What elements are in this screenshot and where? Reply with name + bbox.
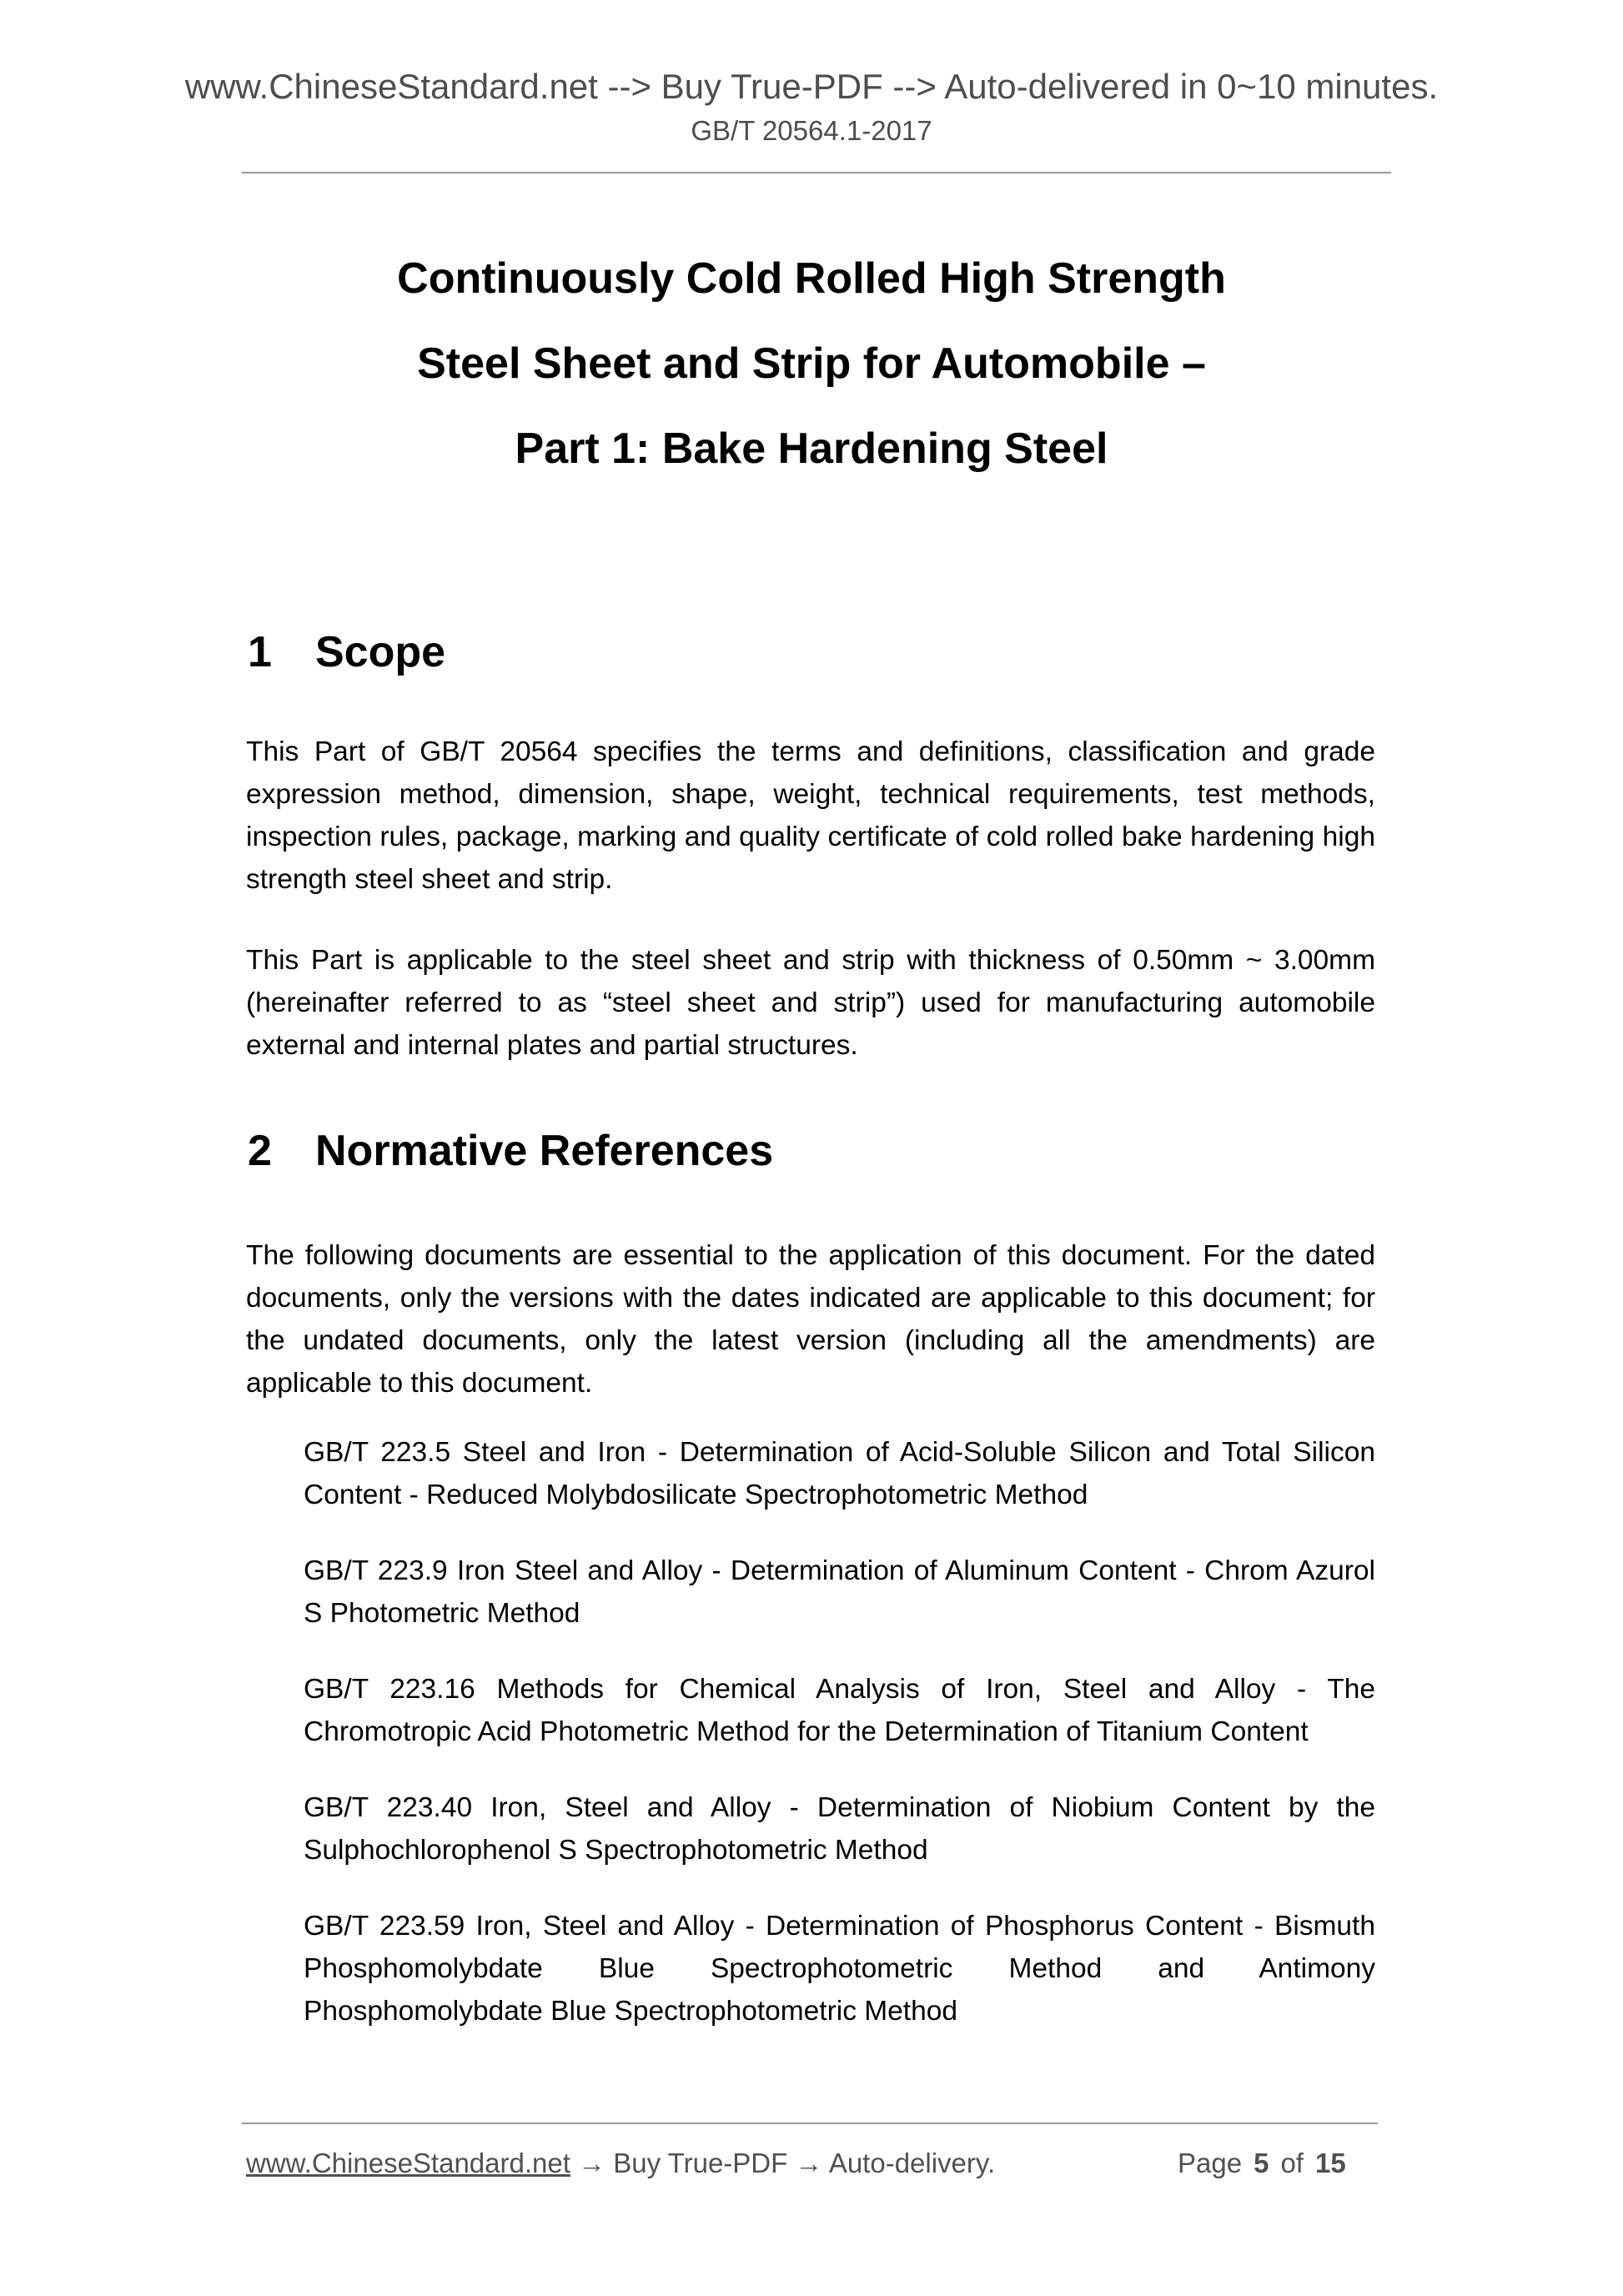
section-1-heading	[248, 627, 445, 677]
footer-promo	[246, 2147, 995, 2180]
page-of-label: of	[1280, 2148, 1304, 2178]
section-2-number: 2	[248, 1127, 272, 1175]
section-1-number: 1	[248, 628, 272, 676]
reference-item: GB/T 223.16 Methods for Chemical Analysis of Iron, Steel and Alloy - The Chromotropic Acid Photometric Method for the Determination of Titanium Content	[304, 1674, 1375, 1747]
header-standard-code: GB/T 20564.1-2017	[691, 115, 932, 146]
reference-item: GB/T 223.9 Iron Steel and Alloy - Determination of Aluminum Content - Chrom Azurol S Photometric Method	[304, 1555, 1375, 1629]
document-title	[0, 236, 1623, 491]
reference-item: GB/T 223.40 Iron, Steel and Alloy - Determination of Niobium Content by the Sulphochlorophenol S Spectrophotometric Method	[304, 1792, 1375, 1866]
footer-divider	[242, 2123, 1378, 2124]
title-line-2: Steel Sheet and Strip for Automobile –	[417, 339, 1206, 388]
page-indicator	[1178, 2147, 1346, 2180]
references-intro-paragraph: The following documents are essential to the application of this document. For the dated documents, only the versions with the dates indicated are applicable to this document; for the undated documents, only the latest version (including all the amendments) are applicable to this document.	[246, 1240, 1375, 1399]
header-promo-line: www.ChineseStandard.net --> Buy True-PDF --> Auto-delivered in 0~10 minutes.	[184, 67, 1439, 106]
scope-paragraph-2: This Part is applicable to the steel sheet and strip with thickness of 0.50mm ~ 3.00mm (hereinafter referred to as “steel sheet and strip”) used for manufacturing automobile external and internal plates and partial structures.	[246, 945, 1375, 1061]
footer-website-link[interactable]: www.ChineseStandard.net	[246, 2148, 570, 2178]
footer-promo-text: → Buy True-PDF → Auto-delivery.	[570, 2148, 996, 2178]
header-divider	[242, 172, 1391, 173]
section-1-title: Scope	[315, 628, 446, 676]
section-2-heading	[248, 1126, 773, 1176]
scope-paragraph-1: This Part of GB/T 20564 specifies the terms and definitions, classification and grade expression method, dimension, shape, weight, technical requirements, test methods, inspection rules, package, marking and quality certificate of cold rolled bake hardening high strength steel sheet and strip.	[246, 736, 1375, 895]
reference-item: GB/T 223.5 Steel and Iron - Determination of Acid-Soluble Silicon and Total Silicon Content - Reduced Molybdosilicate Spectrophotometric Method	[304, 1437, 1375, 1510]
title-line-3: Part 1: Bake Hardening Steel	[515, 425, 1108, 473]
page-current: 5	[1254, 2148, 1269, 2178]
title-line-1: Continuously Cold Rolled High Strength	[397, 254, 1226, 303]
reference-item: GB/T 223.59 Iron, Steel and Alloy - Determination of Phosphorus Content - Bismuth Phosphomolybdate Blue Spectrophotometric Method and Antimony Phosphomolybdate Blue Spectrophotometric Method	[304, 1911, 1375, 2027]
section-2-title: Normative References	[315, 1127, 774, 1175]
page-total: 15	[1314, 2148, 1346, 2178]
page-label: Page	[1178, 2148, 1243, 2178]
